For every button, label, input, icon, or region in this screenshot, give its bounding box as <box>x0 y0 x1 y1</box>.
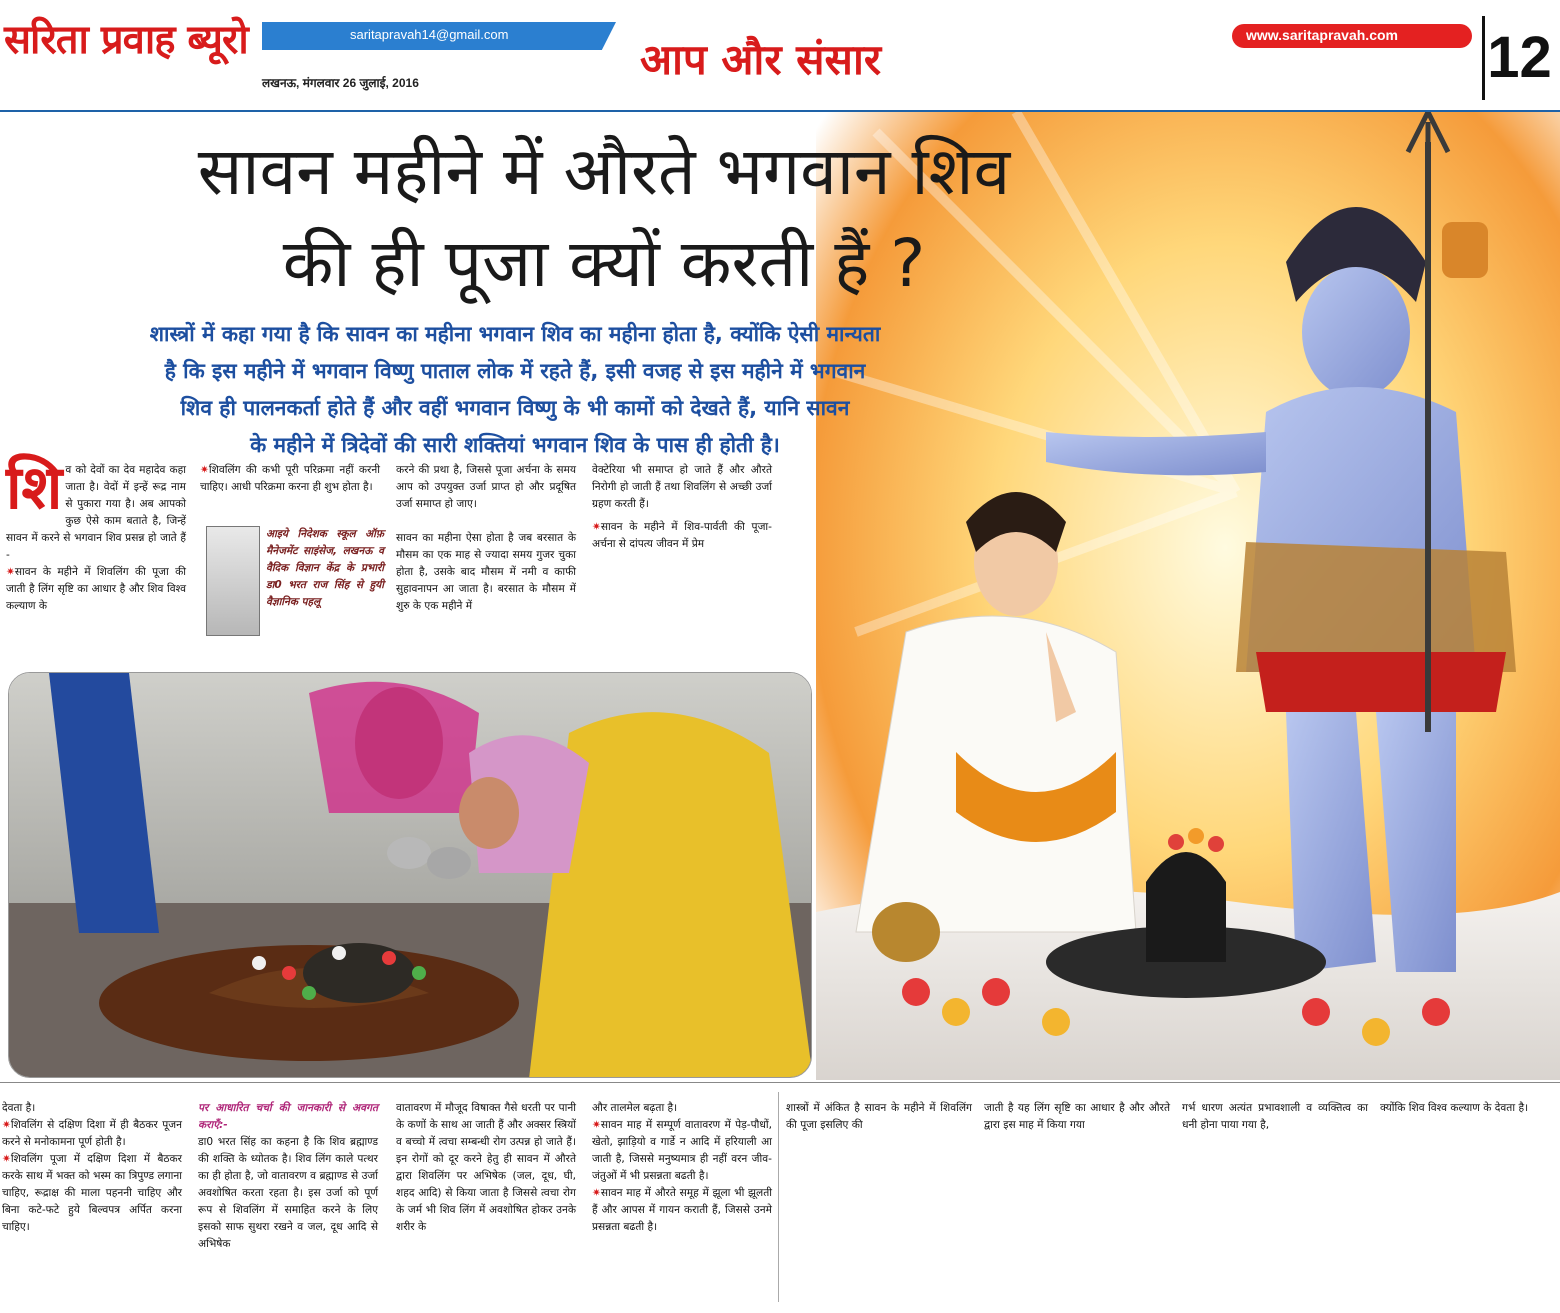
bullet-star-icon: ✷ <box>592 1187 601 1199</box>
lower-col7-para-1: गर्भ धारण अत्यंत प्रभावशाली व व्यक्तित्व का धनी होना पाया गया है, <box>1182 1102 1368 1131</box>
lower-col1-para-2: शिवलिंग से दक्षिण दिशा में ही बैठकर पूजन करने से मनोकामना पूर्ण होती है। <box>2 1119 182 1148</box>
upper-col4-para-1: वेक्टेरिया भी समाप्त हो जाते हैं और औरते निरोगी हो जाती हैं तथा शिवलिंग से अच्छी उर्जा ग्रहण करती हैं। <box>592 464 772 510</box>
intro-line-3: शिव ही पालनकर्ता होते हैं और वहीं भगवान विष्णु के भी कामों को देखते हैं, यानि सावन <box>180 396 850 420</box>
upper-column-3 <box>396 462 576 615</box>
lower-col5-para-1: शास्त्रों में अंकित है सावन के महीने में शिवलिंग की पूजा इसलिए की <box>786 1102 972 1131</box>
section-divider <box>0 1082 1560 1083</box>
author-box <box>206 526 382 666</box>
lower-col4-para-3: सावन माह में औरते समूह में झूला भी झूलती हैं और आपस में गायन कराती हैं, जिससे उनमे प्रसन्नता बढती है। <box>592 1187 772 1233</box>
lower-col1-para-1: देवता है। <box>2 1102 36 1114</box>
page-number: 12 <box>1482 16 1554 100</box>
lower-column-8 <box>1380 1100 1556 1117</box>
steel-lota <box>387 837 431 869</box>
intro-line-2: है कि इस महीने में भगवान विष्णु पाताल लोक में रहते हैं, इसी वजह से इस महीने में भगवान <box>164 359 866 383</box>
lower-column-2 <box>198 1100 378 1253</box>
lower-column-7 <box>1182 1100 1368 1134</box>
lower-column-5 <box>786 1100 972 1134</box>
upper-column-2 <box>200 462 380 496</box>
lower-col4-para-2: सावन माह में सम्पूर्ण वातावरण में पेड़-पौधों, खेतो, झाड़ियो व गार्डे न आदि में हरियाली आ जाती है, जिससे मनुष्यमात्र ही नहीं वरन जीव-जंतुओं में भी प्रसन्नता बढती है। <box>592 1119 772 1182</box>
bullet-star-icon: ✷ <box>2 1153 11 1165</box>
upper-col1-para-1: व को देवों का देव महादेव कहा जाता है। वेदों में इन्हें रूद्र नाम से पुकारा गया है। अब आपको कुछ ऐसे काम बताते है, जिन्हें सावन में करने से भगवान शिव प्रसन्न हो जाते हैं - <box>6 464 186 561</box>
masthead-logo: सरिता प्रवाह ब्यूरो <box>4 16 248 63</box>
pink-saree <box>309 682 479 813</box>
shivling-stone <box>303 943 415 1003</box>
lower-col4-para-1: और तालमेल बढ़ता है। <box>592 1102 678 1114</box>
page-header <box>0 0 1560 112</box>
lower-col3-para-1: वातावरण में मौजूद विषाक्त गैसे धरती पर पानी के कणों के साथ आ जाती हैं और अक्सर स्त्रियों व बच्चो में त्वचा सम्बन्धी रोग उत्पन्न हो जाते हैं। इन रोगों को दूर करने हेतु ही सावन में औरते द्वारा शिवलिंग पर अभिषेक (जल, दूध, घी, शहद आदि) से किया जाता है जिससे त्वचा रोग के जर्म भी शिव लिंग में अवशोषित होकर उनके शरीर के <box>396 1102 576 1233</box>
lower-column-6 <box>984 1100 1170 1134</box>
steel-lota-2 <box>427 847 471 879</box>
upper-col3-para-2: सावन का महीना ऐसा होता है जब बरसात के मौसम का एक माह से ज्यादा समय गुजर चुका होता है, उसके बाद मौसम में नमी व काफी सुहावनापन आ जाता है। बरसात के मौसम में शुरु के एक महीने में <box>396 532 576 612</box>
lingam <box>1146 852 1226 962</box>
upper-col2-para-1: शिवलिंग की कभी पूरी परिक्रमा नहीं करनी चाहिए। आधी परिक्रमा करना ही शुभ होता है। <box>200 464 380 493</box>
bullet-star-icon: ✷ <box>592 521 601 533</box>
upper-column-4 <box>592 462 772 553</box>
bullet-star-icon: ✷ <box>2 1119 11 1131</box>
bullet-star-icon: ✷ <box>200 464 209 476</box>
bullet-star-icon: ✷ <box>592 1119 601 1131</box>
worship-photo <box>8 672 812 1078</box>
upper-column-1 <box>6 453 186 615</box>
section-title: आप और संसार <box>640 35 882 84</box>
lower-col1-para-3: शिवलिंग पूजा में दक्षिण दिशा में बैठकर करके साथ में भक्त को भस्म का त्रिपुण्ड लगाना चाहिए, रूद्राक्ष की माला पहननी चाहिए और बिना कटे-फटे हुये बिल्वपत्र अर्पित करना चाहिए। <box>2 1153 182 1233</box>
damru-icon <box>1442 222 1488 278</box>
lower-column-3 <box>396 1100 576 1236</box>
lower-column-1 <box>2 1100 182 1236</box>
kalash-pot <box>872 902 940 962</box>
red-waist-cloth <box>1256 652 1506 712</box>
upper-col4-para-2: सावन के महीने में शिव-पार्वती की पूजा-अर्चना से दांपत्य जीवन में प्रेम <box>592 521 772 550</box>
headline-line-1: सावन महीने में औरते भगवान शिव <box>197 133 1011 210</box>
upper-col3-para-1: करने की प्रथा है, जिससे पूजा अर्चना के समय आप को उपयुक्त उर्जा प्राप्त हो और प्रदूषित उर्जा समाप्त हो जाए। <box>396 464 576 510</box>
headline-line-2: की ही पूजा क्यों करती हैं ? <box>282 225 926 302</box>
author-photo <box>206 526 260 636</box>
lower-col2-para-1: डा0 भरत सिंह का कहना है कि शिव ब्रह्माण्ड की शक्ति के ध्योतक है। शिव लिंग काले पत्थर का ही होता है, जो वातावरण व ब्रह्माण्ड से उर्जा अवशोषित करता रहता है। इस उर्जा को पूर्ण रूप से शिवलिंग में समाहित करने के लिए इसको साफ सुथरा रखने व जल, दूध आदि से अभिषेक <box>198 1136 378 1250</box>
column-rule <box>778 1092 779 1302</box>
upper-col1-para-2: सावन के महीने में शिवलिंग की पूजा की जाती है लिंग सृष्टि का आधार है और शिव विश्व कल्याण के <box>6 566 186 612</box>
dateline: लखनऊ, मंगलवार 26 जुलाई, 2016 <box>262 76 419 90</box>
worship-photo-svg <box>9 673 812 1078</box>
contact-email[interactable]: saritapravah14@gmail.com <box>350 27 509 42</box>
lower-col8-para-1: क्योंकि शिव विश्व कल्याण के देवता है। <box>1380 1102 1529 1114</box>
child-figure <box>459 777 519 849</box>
intro-line-1: शास्त्रों में कहा गया है कि सावन का महीना भगवान शिव का महीना होता है, क्योंकि ऐसी मान्यता <box>149 322 881 346</box>
intro-paragraph <box>10 316 1020 464</box>
intro-line-4: के महीने में त्रिदेवों की सारी शक्तियां भगवान शिव के पास ही होती है। <box>250 433 780 457</box>
lower-col6-para-1: जाती है यह लिंग सृष्टि का आधार है और औरते द्वारा इस माह में किया गया <box>984 1102 1170 1131</box>
drop-cap: शि <box>6 453 63 523</box>
author-intro: आइये निदेशक स्कूल ऑफ़ मैनेजमेंट साइंसेज, लखनऊ व वैदिक विज्ञान केंद्र के प्रभारी डा0 भरत राज सिंह से हुयी वैज्ञानिक पहलू <box>266 528 384 608</box>
bullet-star-icon: ✷ <box>6 566 15 578</box>
lower-col2-subhead: पर आधारित चर्चा की जानकारी से अवगत कराएँ:- <box>198 1102 378 1131</box>
shiva-face <box>1302 266 1410 398</box>
website-link[interactable]: www.saritapravah.com <box>1246 27 1398 43</box>
lower-column-4 <box>592 1100 772 1236</box>
